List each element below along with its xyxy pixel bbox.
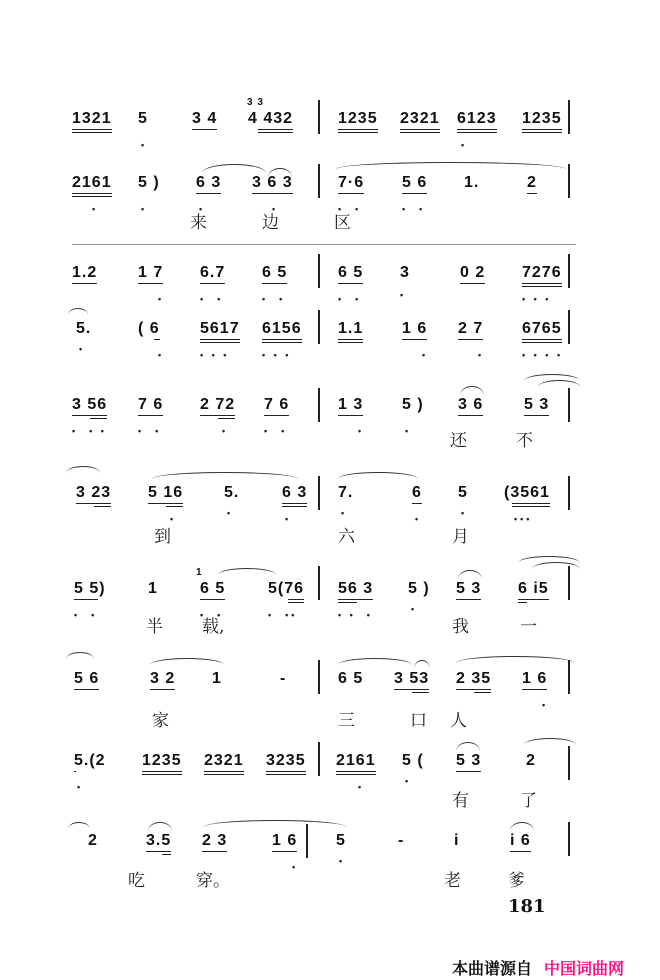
- slur: [336, 162, 566, 169]
- note-group: 1 7 •: [138, 264, 165, 304]
- note-group: 5.(2 •: [74, 752, 106, 792]
- source-footer: [452, 956, 624, 979]
- note-text: 3 4: [192, 110, 218, 127]
- note-text: 1.1: [338, 320, 364, 337]
- note-text: 5 16: [148, 484, 184, 501]
- note-group: [212, 670, 222, 688]
- note-text: 5 5): [74, 580, 106, 597]
- lyric: 我: [452, 617, 469, 637]
- note-group: 1 6 •: [402, 320, 429, 360]
- page-number: 181: [508, 896, 546, 917]
- lyric: 一: [520, 617, 537, 637]
- lyric: 月: [452, 527, 469, 547]
- note-group: 7 6 • •: [264, 396, 290, 436]
- note-group: 5 ( •: [402, 752, 424, 786]
- note-group: [142, 752, 182, 770]
- note-group: [88, 832, 98, 850]
- barline: [568, 388, 570, 422]
- note-text: 5.: [76, 320, 92, 337]
- note-text: 6 5: [338, 670, 364, 687]
- note-text: 5 ): [138, 174, 160, 191]
- note-group: [464, 174, 479, 192]
- note-text: 1: [212, 670, 222, 687]
- score-row-5: [72, 388, 576, 478]
- note-text: 3 56: [72, 396, 108, 413]
- lyric: 爹: [508, 871, 525, 891]
- barline: [318, 254, 320, 288]
- lyric: 有: [452, 791, 469, 811]
- note-text: 5 ): [402, 396, 424, 413]
- note-group: 5 ) •: [138, 174, 160, 214]
- barline: [318, 566, 320, 600]
- note-text: 1321: [72, 110, 112, 127]
- note-group: (3561 •••: [504, 484, 550, 524]
- note-text: 1.: [464, 174, 480, 191]
- note-text: 3 6: [458, 396, 484, 413]
- note-text: 1 3: [338, 396, 364, 413]
- note-text: 1 6: [272, 832, 298, 849]
- note-group: ( 6 •: [138, 320, 165, 360]
- note-group: [248, 110, 293, 128]
- note-group: 6765 • • • •: [522, 320, 564, 360]
- note-text: 6123: [457, 110, 497, 127]
- slur: [456, 656, 574, 663]
- note-text: -: [280, 670, 287, 687]
- note-group: [192, 110, 217, 128]
- slur: [152, 472, 298, 479]
- slur: [218, 568, 276, 575]
- lyric: 老: [444, 871, 461, 891]
- note-text: 6 5: [262, 264, 288, 281]
- note-text: 1.2: [72, 264, 98, 281]
- lyric: 来: [190, 213, 207, 233]
- note-text: ( 6: [138, 320, 160, 337]
- note-text: 6156: [262, 320, 302, 337]
- note-text: 2: [526, 752, 536, 769]
- note-group: 6 •: [412, 484, 422, 524]
- note-group: [527, 174, 537, 192]
- note-group: 7 6 • •: [138, 396, 164, 436]
- note-group: 3 6 3 •: [252, 174, 293, 214]
- note-group: [338, 320, 363, 338]
- note-text: 2: [527, 174, 537, 191]
- note-text: 7·6: [338, 174, 365, 191]
- note-group: [148, 580, 158, 598]
- slur: [202, 164, 266, 173]
- lyric: 半: [146, 617, 163, 637]
- note-group: 6123 •: [457, 110, 497, 150]
- lyric: 穿。: [196, 871, 230, 891]
- note-text: 5 (: [402, 752, 424, 769]
- note-group: [202, 832, 227, 850]
- slur: [538, 380, 580, 387]
- note-group: 7276 • • •: [522, 264, 562, 304]
- lyric: 边: [262, 213, 279, 233]
- note-text: 2: [88, 832, 98, 849]
- note-text: 2321: [400, 110, 440, 127]
- note-text: 4 432: [248, 110, 294, 127]
- note-text: 3 2: [150, 670, 176, 687]
- note-text: 3 23: [76, 484, 112, 501]
- note-text: 1235: [522, 110, 562, 127]
- note-group: 5(76 • ••: [268, 580, 305, 620]
- barline: [568, 566, 570, 600]
- note-group: [522, 110, 562, 128]
- barline: [318, 388, 320, 422]
- note-group: [400, 110, 440, 128]
- score-row-10: [72, 826, 576, 916]
- lyric: 口: [410, 711, 427, 731]
- note-text: 6 3: [282, 484, 308, 501]
- barline: [318, 164, 320, 198]
- barline: [568, 100, 570, 134]
- note-group: 1 3 •: [338, 396, 365, 436]
- note-group: [456, 752, 481, 770]
- note-group: 6.7 • •: [200, 264, 226, 304]
- barline: [318, 742, 320, 776]
- note-group: 2161 •: [72, 174, 112, 214]
- lyric: 载,: [202, 617, 225, 637]
- score-row-6: [72, 476, 576, 566]
- note-group: [266, 752, 306, 770]
- note-text: 6765: [522, 320, 562, 337]
- note-group: 6 5 • •: [200, 580, 226, 620]
- note-text: 2321: [204, 752, 244, 769]
- note-text: -: [398, 832, 405, 849]
- lyric: 六: [338, 527, 355, 547]
- note-text: 1235: [142, 752, 182, 769]
- note-group: [394, 670, 429, 688]
- note-text: 3 53: [394, 670, 430, 687]
- slur: [68, 822, 90, 829]
- score-row-8: [72, 664, 576, 754]
- source-label: 本曲谱源自: [452, 959, 533, 978]
- grace-text: 3 3: [247, 97, 264, 108]
- note-group: [454, 832, 459, 850]
- note-text: 1 6: [522, 670, 548, 687]
- note-group: 3 56 • • •: [72, 396, 108, 436]
- note-text: 5 3: [456, 752, 482, 769]
- note-group: [204, 752, 244, 770]
- slur: [338, 472, 418, 479]
- note-group: [460, 264, 485, 282]
- note-text: 2 35: [456, 670, 492, 687]
- slur: [338, 658, 412, 665]
- note-group: [338, 670, 363, 688]
- barline: [568, 164, 570, 198]
- note-text: 6 5: [200, 580, 226, 597]
- note-text: 2161: [336, 752, 376, 769]
- note-group: 5 ) •: [402, 396, 424, 436]
- note-group: 1 6 •: [522, 670, 549, 710]
- note-group: [76, 484, 111, 502]
- barline: [568, 660, 570, 694]
- lyric: 了: [520, 791, 537, 811]
- source-site-link[interactable]: 中国词曲网: [544, 959, 625, 978]
- note-group: 7. •: [338, 484, 354, 518]
- note-text: 5.: [224, 484, 240, 501]
- note-group: 5 16 •: [148, 484, 184, 524]
- note-text: 2 3: [202, 832, 228, 849]
- note-group: 5. •: [76, 320, 92, 354]
- note-text: 1: [148, 580, 158, 597]
- note-group: [150, 670, 175, 688]
- note-group: 5 ) •: [408, 580, 430, 614]
- barline: [568, 746, 570, 780]
- note-text: 0 2: [460, 264, 486, 281]
- barline: [318, 476, 320, 510]
- note-text: 7276: [522, 264, 562, 281]
- note-text: i: [454, 832, 460, 849]
- note-group: [456, 580, 481, 598]
- note-text: 5617: [200, 320, 240, 337]
- note-text: 2161: [72, 174, 112, 191]
- lyric: 还: [450, 431, 467, 451]
- slur: [150, 658, 224, 665]
- lyric: 区: [334, 213, 351, 233]
- slur: [532, 562, 580, 569]
- note-group: 2 72 •: [200, 396, 236, 436]
- lyric: 到: [154, 527, 171, 547]
- note-group: [398, 832, 404, 850]
- barline: [568, 310, 570, 344]
- note-group: 7·6 • •: [338, 174, 365, 214]
- note-group: 1 6 •: [272, 832, 299, 872]
- note-text: 1235: [338, 110, 378, 127]
- note-group: 5617 • • •: [200, 320, 240, 360]
- note-group: [280, 670, 286, 688]
- note-group: 6 5 • •: [262, 264, 288, 304]
- lyric: 吃: [128, 871, 145, 891]
- note-group: [338, 110, 378, 128]
- note-text: 5: [458, 484, 468, 501]
- note-group: 2161 •: [336, 752, 376, 792]
- note-group: [146, 832, 171, 850]
- note-text: 5 ): [408, 580, 430, 597]
- note-group: 6156 • • •: [262, 320, 302, 360]
- barline: [318, 660, 320, 694]
- note-group: 5 •: [138, 110, 148, 150]
- note-text: 2 72: [200, 396, 236, 413]
- note-text: 7 6: [138, 396, 164, 413]
- barline: [306, 824, 308, 858]
- note-group: [510, 832, 531, 850]
- divider-line: [72, 244, 576, 245]
- note-group: 5 6 • •: [402, 174, 428, 214]
- barline: [568, 476, 570, 510]
- score-row-7: [72, 567, 576, 662]
- score-row-2: [72, 164, 576, 254]
- note-group: [456, 670, 491, 688]
- note-text: i 6: [510, 832, 531, 849]
- note-group: 6 3 •: [196, 174, 222, 214]
- note-text: 7 6: [264, 396, 290, 413]
- note-text: 5 6: [402, 174, 428, 191]
- note-group: [526, 752, 536, 770]
- note-group: 5 5) • •: [74, 580, 106, 620]
- note-text: 3: [400, 264, 410, 281]
- note-group: 6 5 • •: [338, 264, 364, 304]
- slur: [204, 820, 346, 827]
- note-group: [524, 396, 549, 414]
- barline: [318, 100, 320, 134]
- note-text: 5: [138, 110, 148, 127]
- note-text: 5 6: [74, 670, 100, 687]
- lyric: 三: [338, 711, 355, 731]
- note-text: 5.(2: [74, 752, 106, 769]
- note-group: [72, 110, 112, 128]
- note-group: 3 •: [400, 264, 410, 300]
- note-group: 6 3 •: [282, 484, 308, 524]
- note-text: 6 3: [196, 174, 222, 191]
- note-group: [72, 264, 97, 282]
- note-group: [74, 670, 99, 688]
- note-group: 2 7 •: [458, 320, 485, 360]
- note-text: 5 3: [524, 396, 550, 413]
- note-text: 2 7: [458, 320, 484, 337]
- barline: [568, 254, 570, 288]
- lyric: 家: [152, 711, 169, 731]
- slur: [66, 466, 100, 473]
- lyric: 人: [450, 711, 467, 731]
- note-text: 5: [336, 832, 346, 849]
- note-text: 56 3: [338, 580, 374, 597]
- barline: [318, 310, 320, 344]
- note-group: 5. •: [224, 484, 240, 518]
- slur: [458, 570, 482, 579]
- note-group: 5 •: [458, 484, 468, 518]
- note-text: 1 6: [402, 320, 428, 337]
- note-text: 5(76: [268, 580, 305, 597]
- note-text: 6 5: [338, 264, 364, 281]
- slur: [524, 738, 576, 745]
- note-text: 6 i5: [518, 580, 549, 597]
- slur: [68, 308, 88, 315]
- note-text: 7.: [338, 484, 354, 501]
- note-text: 6: [412, 484, 422, 501]
- slur: [460, 386, 484, 395]
- note-text: 6.7: [200, 264, 226, 281]
- grace-text: 1: [196, 567, 203, 578]
- note-text: (3561: [504, 484, 550, 501]
- note-group: 56 3 • • •: [338, 580, 374, 620]
- note-text: 3 6 3: [252, 174, 293, 191]
- note-group: 5 •: [336, 832, 346, 866]
- note-group: [518, 580, 549, 598]
- slur: [66, 652, 94, 659]
- note-text: 1 7: [138, 264, 164, 281]
- barline: [568, 822, 570, 856]
- note-text: 5 3: [456, 580, 482, 597]
- note-group: [458, 396, 483, 414]
- lyric: 不: [516, 431, 533, 451]
- note-text: 3235: [266, 752, 306, 769]
- note-text: 3.5: [146, 832, 172, 849]
